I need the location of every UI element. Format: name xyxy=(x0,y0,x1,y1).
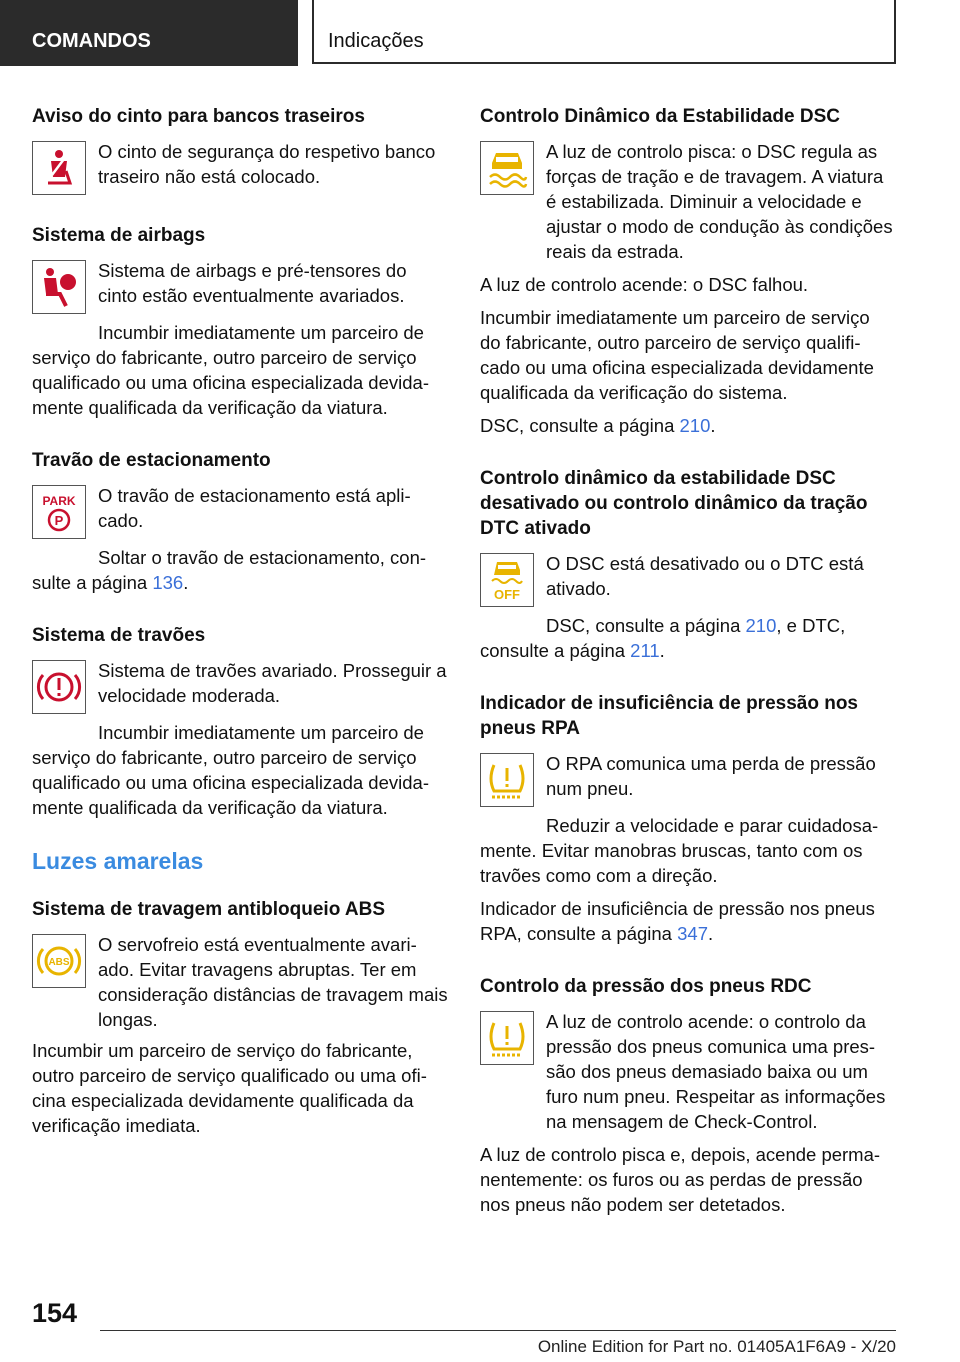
footer-edition: Online Edition for Part no. 01405A1F6A9 - X/20 xyxy=(537,1337,896,1356)
header-chapter-tab xyxy=(312,0,896,64)
section-title: Travão de estacionamento xyxy=(32,450,271,471)
paragraph: Indicador de insuficiência de pressão nos pneus RPA, consulte a página 347. xyxy=(480,898,875,944)
paragraph: Incumbir imediatamente um parceiro de serviço do fabricante, outro parceiro de serviço qualificado ou uma oficina especializada devida-mente qualificada da verificação da viatura. xyxy=(32,722,429,818)
dsc-icon xyxy=(480,141,534,195)
section-title: Sistema de airbags xyxy=(32,225,206,246)
icon-description: A luz de controlo pisca: o DSC regula as forças de tração e de travagem. A viatura é estabilizada. Diminuir a velocidade e ajustar o modo de condução às condições reais da estrada. xyxy=(546,141,893,262)
page-link[interactable]: 347 xyxy=(677,923,708,944)
section-airbags xyxy=(32,223,450,420)
icon-description: O travão de estacionamento está apli-cado. xyxy=(98,485,411,531)
paragraph: DSC, consulte a página 210. xyxy=(480,415,716,436)
paragraph: DSC, consulte a página 210, e DTC, consulte a página 211. xyxy=(480,615,846,661)
section-title: Controlo da pressão dos pneus RDC xyxy=(480,976,812,997)
paragraph: Incumbir imediatamente um parceiro de serviço do fabricante, outro parceiro de serviço qualificado ou uma oficina especializada devida-mente qualificada da verificação da viatura. xyxy=(32,322,429,418)
section-title: Controlo Dinâmico da Estabilidade DSC xyxy=(480,106,840,127)
icon-description: A luz de controlo acende: o controlo da pressão dos pneus comunica uma pres-são dos pneus demasiado baixa ou um furo num pneu. Respeitar as informações na mensagem de Check-Control. xyxy=(546,1011,886,1132)
icon-description: Sistema de travões avariado. Prosseguir a velocidade moderada. xyxy=(98,660,447,706)
off-icon-label: OFF xyxy=(494,587,520,602)
paragraph: Incumbir um parceiro de serviço do fabricante, outro parceiro de serviço qualificado ou uma ofi-cina especializada devidamente qualificada da verificação imediata. xyxy=(32,1040,427,1136)
section-title: Sistema de travagem antibloqueio ABS xyxy=(32,899,385,920)
icon-description: O DSC está desativado ou o DTC está ativado. xyxy=(546,553,864,599)
abs-warning-icon xyxy=(32,934,86,988)
header-section-tab xyxy=(0,0,298,66)
icon-description: O servofreio está eventualmente avari-ado. Evitar travagens abruptas. Ter em consideração distâncias de travagem mais longas. xyxy=(98,934,448,1030)
section-parking-brake xyxy=(32,448,450,595)
paragraph: Incumbir imediatamente um parceiro de serviço do fabricante, outro parceiro de serviço qualifi-cado ou uma oficina especializada devidamente qualificada da verificação do sistema. xyxy=(480,307,874,403)
icon-description: Sistema de airbags e pré-tensores do cinto estão eventualmente avariados. xyxy=(98,260,407,306)
section-rdc xyxy=(480,974,894,1217)
icon-description: O cinto de segurança do respetivo banco traseiro não está colocado. xyxy=(98,141,436,187)
park-icon-label: PARK xyxy=(42,494,76,508)
section-title: Sistema de travões xyxy=(32,625,206,646)
section-dsc xyxy=(480,104,894,438)
page-number: 154 xyxy=(32,1298,78,1328)
tire-pressure-icon xyxy=(480,753,534,807)
footer-divider xyxy=(100,1330,896,1331)
section-title: Controlo dinâmico da estabilidade DSC desativado ou controlo dinâmico da tração DTC ativado xyxy=(480,468,868,539)
section-rear-seatbelt xyxy=(32,104,450,195)
section-title: Aviso do cinto para bancos traseiros xyxy=(32,106,365,127)
abs-icon-label: ABS xyxy=(48,957,70,968)
section-brake-system xyxy=(32,623,450,820)
airbag-warning-icon xyxy=(32,260,86,314)
left-column xyxy=(32,104,450,1166)
paragraph: Reduzir a velocidade e parar cuidadosa-mente. Evitar manobras bruscas, tanto com os travões como com a direção. xyxy=(480,815,879,886)
svg-text:P: P xyxy=(54,513,64,528)
paragraph: A luz de controlo pisca e, depois, acende perma-nentemente: os furos ou as perdas de pressão nos pneus não podem ser detetados. xyxy=(480,1144,881,1215)
paragraph: Soltar o travão de estacionamento, con-sulte a página 136. xyxy=(32,547,427,593)
section-rpa xyxy=(480,691,894,946)
section-abs xyxy=(32,897,450,1138)
page-link[interactable]: 210 xyxy=(679,415,711,436)
page-link[interactable]: 136 xyxy=(152,572,184,593)
yellow-lights-heading: Luzes amarelas xyxy=(32,848,204,874)
dsc-off-icon xyxy=(480,553,534,607)
tire-pressure-icon xyxy=(480,1011,534,1065)
brake-warning-icon xyxy=(32,660,86,714)
page-link[interactable]: 210 xyxy=(745,615,777,636)
seatbelt-warning-icon xyxy=(32,141,86,195)
page-link[interactable]: 211 xyxy=(630,640,660,661)
icon-description: O RPA comunica uma perda de pressão num pneu. xyxy=(546,753,876,799)
right-column xyxy=(480,104,894,1245)
parking-brake-icon xyxy=(32,485,86,539)
paragraph: A luz de controlo acende: o DSC falhou. xyxy=(480,274,809,295)
section-dsc-off xyxy=(480,466,894,663)
header-chapter-label: Indicações xyxy=(328,30,424,52)
header-section-label: COMANDOS xyxy=(32,30,151,52)
section-title: Indicador de insuficiência de pressão nos pneus RPA xyxy=(480,693,858,739)
